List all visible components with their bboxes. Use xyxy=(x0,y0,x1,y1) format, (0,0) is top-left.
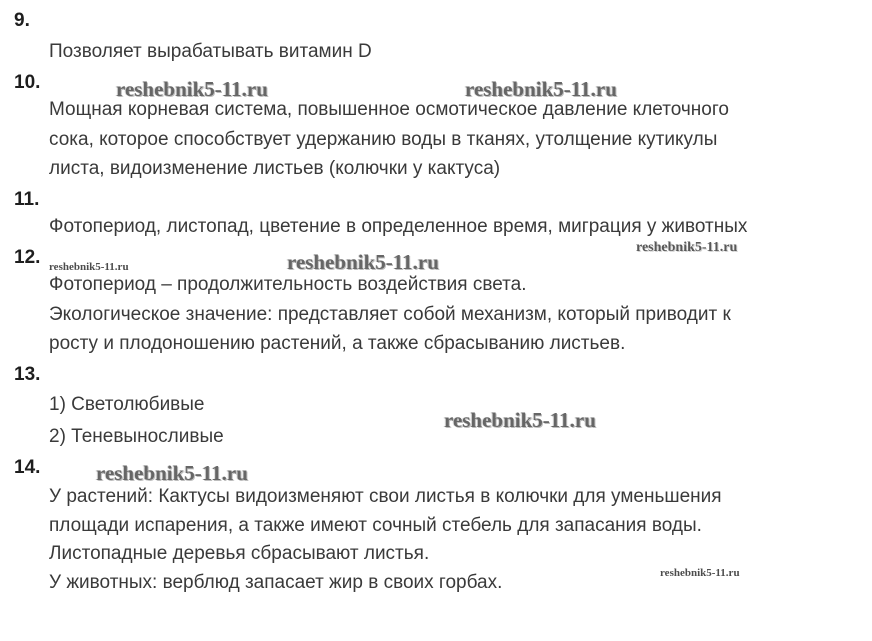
watermark: reshebnik5-11.ru xyxy=(116,77,268,101)
watermark: reshebnik5-11.ru xyxy=(465,77,617,101)
answer-13-line-1: 1) Светолюбивые xyxy=(49,394,205,415)
watermark: reshebnik5-11.ru xyxy=(636,240,738,255)
watermark: reshebnik5-11.ru xyxy=(444,408,596,432)
answer-12-line-3: росту и плодоношению растений, а также сбрасыванию листьев. xyxy=(49,333,626,354)
answer-10-line-1: Мощная корневая система, повышенное осмотическое давление клеточного xyxy=(49,99,729,120)
answer-14-line-1: У растений: Кактусы видоизменяют свои листья в колючки для уменьшения xyxy=(49,486,722,507)
answer-12-line-1: Фотопериод – продолжительность воздействия света. xyxy=(49,274,527,295)
answer-10-line-3: листа, видоизменение листьев (колючки у кактуса) xyxy=(49,158,501,179)
answer-number-9: 9. xyxy=(14,10,30,31)
answer-number-12: 12. xyxy=(14,247,41,268)
watermark: reshebnik5-11.ru xyxy=(660,567,740,579)
answer-12-line-2: Экологическое значение: представляет собой механизм, который приводит к xyxy=(49,304,731,325)
answer-9-line-1: Позволяет вырабатывать витамин D xyxy=(49,41,372,62)
answer-10-line-2: сока, которое способствует удержанию воды в тканях, утолщение кутикулы xyxy=(49,129,718,150)
answer-number-14: 14. xyxy=(14,457,41,478)
answer-14-line-3: Листопадные деревья сбрасывают листья. xyxy=(49,543,430,564)
watermark: reshebnik5-11.ru xyxy=(287,250,439,274)
answer-13-line-2: 2) Теневыносливые xyxy=(49,426,224,447)
answer-14-line-4: У животных: верблюд запасает жир в своих горбах. xyxy=(49,572,503,593)
watermark: reshebnik5-11.ru xyxy=(96,461,248,485)
answer-11-line-1: Фотопериод, листопад, цветение в определенное время, миграция у животных xyxy=(49,216,748,237)
answer-number-13: 13. xyxy=(14,364,41,385)
answer-number-10: 10. xyxy=(14,72,41,93)
answer-number-11: 11. xyxy=(14,189,40,210)
answer-14-line-2: площади испарения, а также имеют сочный стебель для запасания воды. xyxy=(49,515,702,536)
watermark: reshebnik5-11.ru xyxy=(49,261,129,273)
